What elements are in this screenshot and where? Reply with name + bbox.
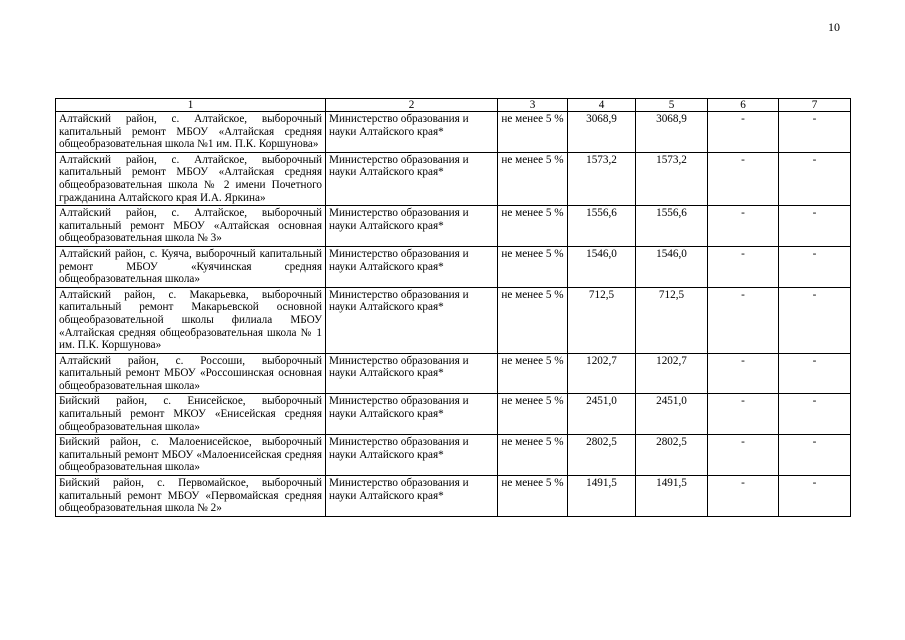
share-cell: не менее 5 % [498,152,568,205]
value-cell-5: 2451,0 [636,394,708,435]
value-cell-6: - [708,152,779,205]
value-cell-6: - [708,435,779,476]
value-cell-4: 2802,5 [568,435,636,476]
value-cell-5: 1546,0 [636,246,708,287]
table-row [56,206,851,247]
value-cell-4: 1546,0 [568,246,636,287]
object-cell: Алтайский район, с. Алтайское, выборочный капитальный ремонт МБОУ «Алтайская средняя общеобразовательная школа № 2 имени Почетного гражданина Алтайского края И.А. Яркина» [56,152,326,205]
column-header: 2 [326,99,498,112]
value-cell-4: 1573,2 [568,152,636,205]
value-cell-4: 1202,7 [568,353,636,394]
ministry-cell: Министерство образования и науки Алтайского края* [326,112,498,153]
object-cell: Алтайский район, с. Россоши, выборочный капитальный ремонт МБОУ «Россошинская основная общеобразовательная школа» [56,353,326,394]
value-cell-4: 712,5 [568,287,636,353]
share-cell: не менее 5 % [498,206,568,247]
object-cell: Алтайский район, с. Макарьевка, выборочный капитальный ремонт Макарьевской основной общеобразовательной школы филиала МБОУ «Алтайская средняя общеобразовательная школа № 1 им. П.К. Коршунова» [56,287,326,353]
value-cell-5: 1202,7 [636,353,708,394]
value-cell-5: 1556,6 [636,206,708,247]
table-row [56,246,851,287]
ministry-cell: Министерство образования и науки Алтайского края* [326,287,498,353]
share-cell: не менее 5 % [498,112,568,153]
value-cell-4: 3068,9 [568,112,636,153]
table-row [56,476,851,517]
value-cell-6: - [708,246,779,287]
value-cell-5: 2802,5 [636,435,708,476]
page-number: 10 [828,20,840,34]
object-cell: Бийский район, с. Енисейское, выборочный капитальный ремонт МКОУ «Енисейская средняя общеобразовательная школа» [56,394,326,435]
share-cell: не менее 5 % [498,353,568,394]
value-cell-7: - [779,476,851,517]
share-cell: не менее 5 % [498,246,568,287]
value-cell-4: 2451,0 [568,394,636,435]
share-cell: не менее 5 % [498,435,568,476]
value-cell-5: 1573,2 [636,152,708,205]
value-cell-7: - [779,206,851,247]
table-row [56,435,851,476]
share-cell: не менее 5 % [498,394,568,435]
ministry-cell: Министерство образования и науки Алтайского края* [326,435,498,476]
value-cell-7: - [779,287,851,353]
table-row [56,152,851,205]
value-cell-7: - [779,152,851,205]
ministry-cell: Министерство образования и науки Алтайского края* [326,152,498,205]
table-header-row [56,99,851,112]
ministry-cell: Министерство образования и науки Алтайского края* [326,246,498,287]
table-row [56,394,851,435]
ministry-cell: Министерство образования и науки Алтайского края* [326,206,498,247]
value-cell-4: 1556,6 [568,206,636,247]
column-header: 3 [498,99,568,112]
value-cell-6: - [708,287,779,353]
value-cell-7: - [779,435,851,476]
share-cell: не менее 5 % [498,287,568,353]
object-cell: Бийский район, с. Малоенисейское, выборочный капитальный ремонт МБОУ «Малоенисейская средняя общеобразовательная школа» [56,435,326,476]
value-cell-7: - [779,394,851,435]
object-cell: Алтайский район, с. Куяча, выборочный капитальный ремонт МБОУ «Куячинская средняя общеобразовательная школа» [56,246,326,287]
ministry-cell: Министерство образования и науки Алтайского края* [326,476,498,517]
share-cell: не менее 5 % [498,476,568,517]
column-header: 5 [636,99,708,112]
column-header: 4 [568,99,636,112]
ministry-cell: Министерство образования и науки Алтайского края* [326,394,498,435]
object-cell: Алтайский район, с. Алтайское, выборочный капитальный ремонт МБОУ «Алтайская средняя общеобразовательная школа №1 им. П.К. Коршунова» [56,112,326,153]
column-header: 7 [779,99,851,112]
value-cell-5: 1491,5 [636,476,708,517]
value-cell-7: - [779,353,851,394]
value-cell-6: - [708,353,779,394]
object-cell: Алтайский район, с. Алтайское, выборочный капитальный ремонт МБОУ «Алтайская основная общеобразовательная школа № 3» [56,206,326,247]
value-cell-5: 712,5 [636,287,708,353]
value-cell-4: 1491,5 [568,476,636,517]
program-table [55,98,851,517]
value-cell-6: - [708,476,779,517]
value-cell-5: 3068,9 [636,112,708,153]
object-cell: Бийский район, с. Первомайское, выборочный капитальный ремонт МБОУ «Первомайская средняя общеобразовательная школа № 2» [56,476,326,517]
ministry-cell: Министерство образования и науки Алтайского края* [326,353,498,394]
table-row [56,287,851,353]
value-cell-7: - [779,246,851,287]
table-row [56,112,851,153]
value-cell-6: - [708,112,779,153]
column-header: 6 [708,99,779,112]
value-cell-6: - [708,394,779,435]
value-cell-6: - [708,206,779,247]
value-cell-7: - [779,112,851,153]
column-header: 1 [56,99,326,112]
table-row [56,353,851,394]
